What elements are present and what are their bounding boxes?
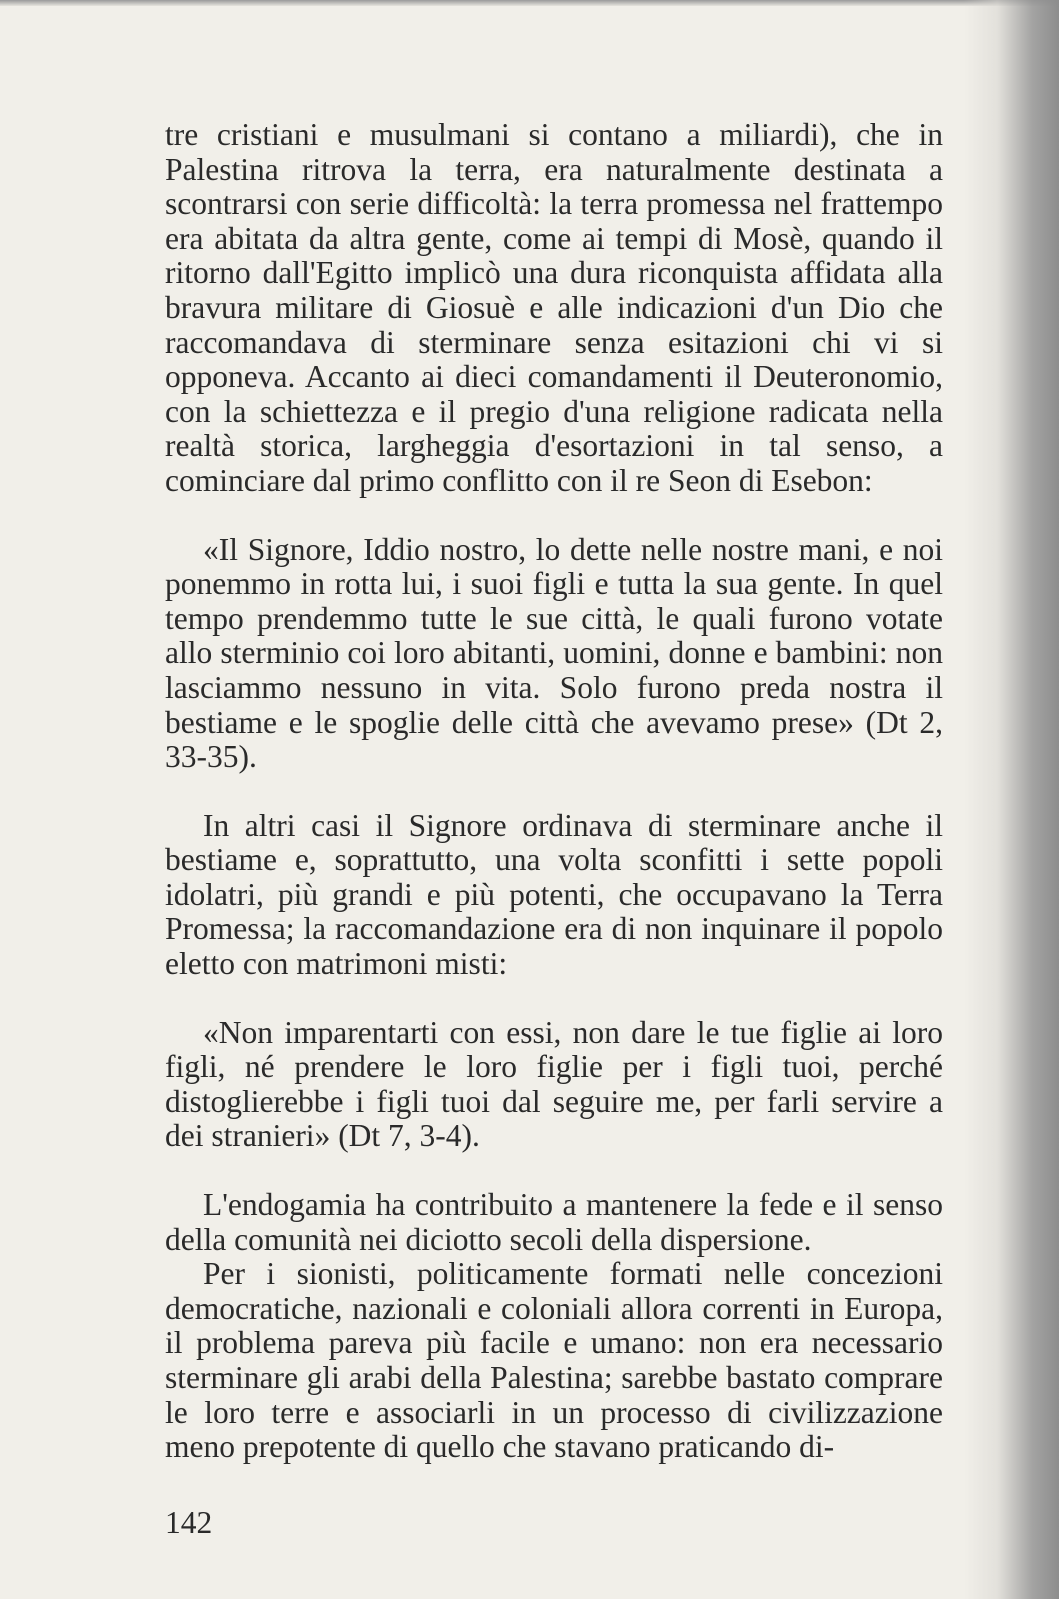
block-quote-deuteronomy-2: «Il Signore, Iddio nostro, lo dette nelle nostre mani, e noi ponemmo in rotta lui, i suoi figli e tutta la sua gente. In quel tempo prendemmo tutte le sue città, le quali furono votate allo sterminio coi loro abitanti, uomini, donne e bambini: non lasciammo nessuno in vita. Solo furono preda nostra il bestiame e le spoglie delle città che avevamo prese» (Dt 2, 33-35). — [165, 531, 943, 775]
page-number: 142 — [165, 1505, 213, 1540]
page-top-edge — [0, 0, 1059, 6]
paragraph-other-cases: In altri casi il Signore ordinava di sterminare anche il bestiame e, soprattutto, una volta sconfitti i sette popoli idolatri, più grandi e più potenti, che occupavano la Terra Promessa; la raccomandazione era di non inquinare il popolo eletto con matrimoni misti: — [165, 807, 943, 982]
paragraph-endogamy: L'endogamia ha contribuito a mantenere la fede e il senso della comunità nei diciotto secoli della dispersione. — [165, 1187, 943, 1257]
paragraph-zionists: Per i sionisti, politicamente formati nelle concezioni democratiche, nazionali e coloniali allora correnti in Europa, il problema pareva più facile e umano: non era necessario sterminare gli arabi della Palestina; sarebbe bastato comprare le loro terre e associarli in un processo di civilizzazione meno prepotente di quello che stavano praticando di- — [165, 1256, 943, 1465]
book-gutter-shadow — [964, 0, 1059, 1599]
paragraph-continuation: tre cristiani e musulmani si contano a miliardi), che in Palestina ritrova la terra, era naturalmente destinata a scontrarsi con serie difficoltà: la terra promessa nel frattempo era abitata da altra gente, come ai tempi di Mosè, quando il ritorno dall'Egitto implicò una dura riconquista affidata alla bravura militare di Giosuè e alle indicazioni d'un Dio che raccomandava di sterminare senza esitazioni chi vi si opponeva. Accanto ai dieci comandamenti il Deuteronomio, con la schiettezza e il pregio d'una religione radicata nella realtà storica, largheggia d'esortazioni in tal senso, a cominciare dal primo conflitto con il re Seon di Esebon: — [165, 117, 943, 498]
block-quote-deuteronomy-7: «Non imparentarti con essi, non dare le tue figlie ai loro figli, né prendere le loro figlie per i figli tuoi, perché distoglierebbe i figli tuoi dal seguire me, per farli servire a dei stranieri» (Dt 7, 3-4). — [165, 1014, 943, 1154]
body-text — [165, 118, 943, 1465]
